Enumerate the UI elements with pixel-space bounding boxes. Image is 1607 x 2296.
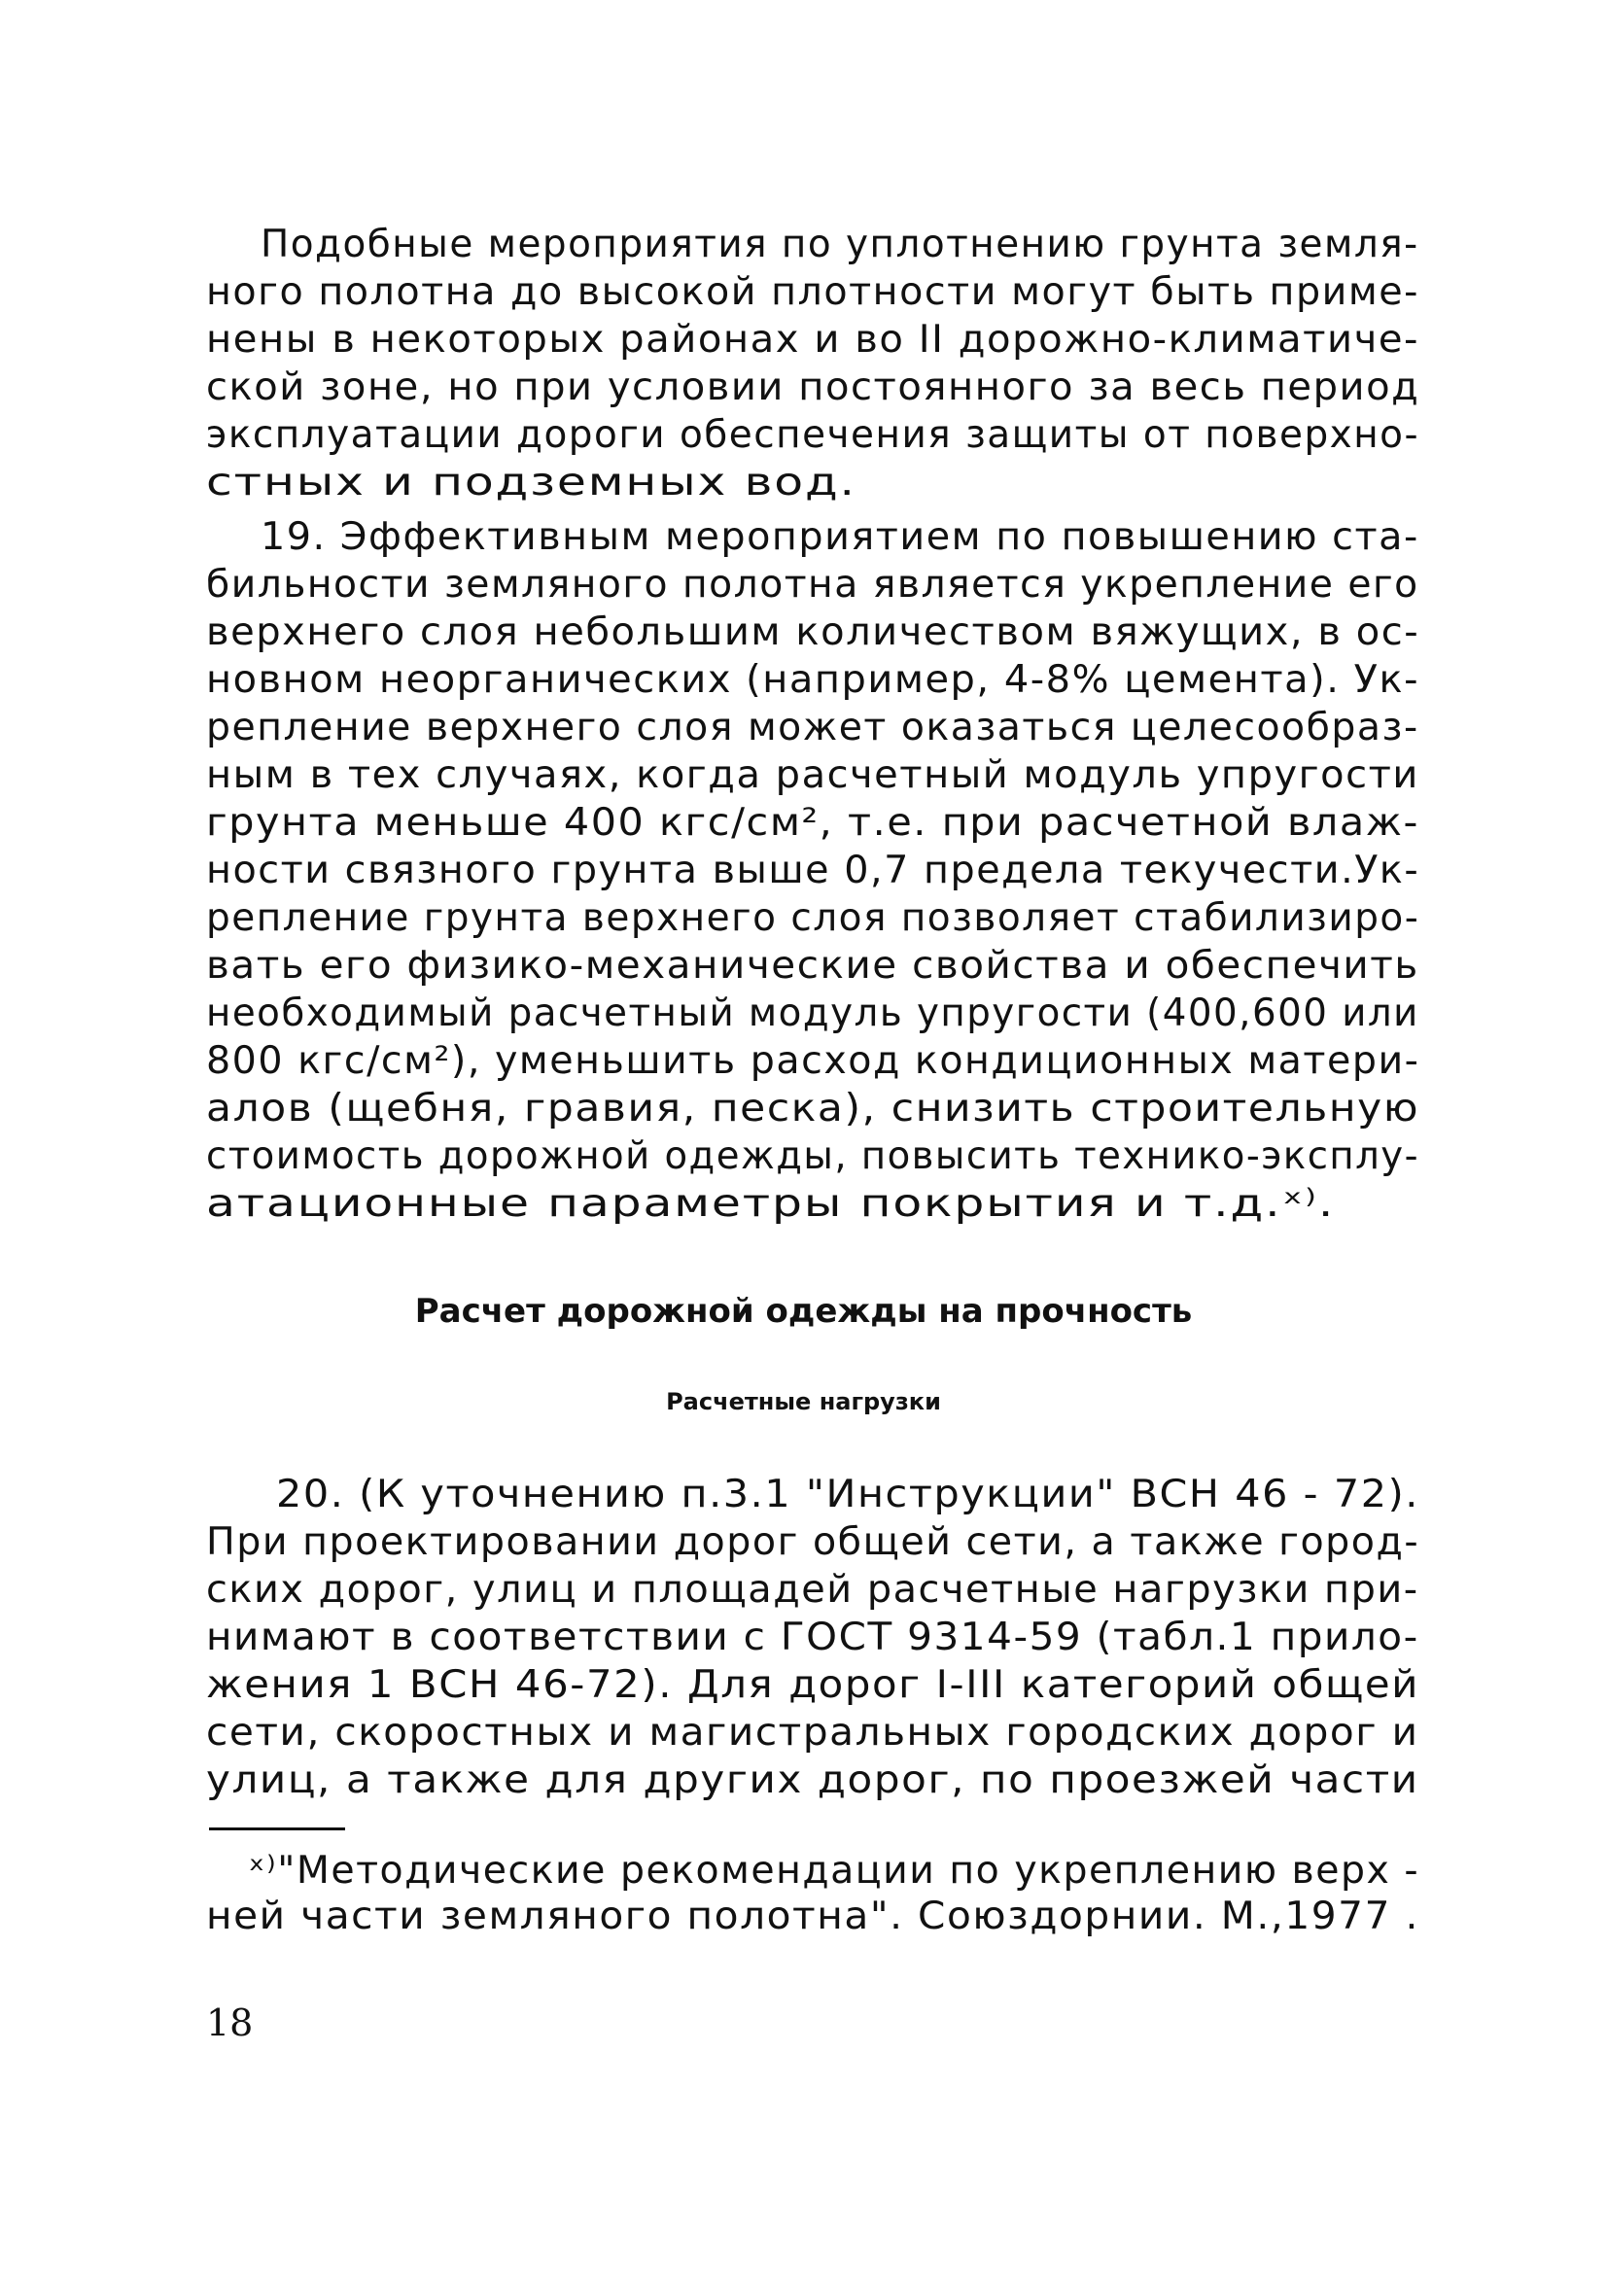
text-line: стоимость дорожной одежды, повысить технико-эксплу- — [206, 1134, 1420, 1178]
footnote-divider — [209, 1827, 345, 1830]
text-line: новном неорганических (например, 4-8% цемента). Ук- — [206, 658, 1420, 702]
text-line: репление грунта верхнего слоя позволяет стабилизиро- — [206, 896, 1420, 940]
text-line: ности связного грунта выше 0,7 предела текучести.Ук- — [206, 849, 1420, 892]
text-line: бильности земляного полотна является укрепление его — [206, 563, 1419, 607]
page-number: 18 — [206, 2001, 254, 2044]
text-line: алов (щебня, гравия, песка), снизить строительную — [206, 1087, 1420, 1131]
text-line: ного полотна до высокой плотности могут быть приме- — [206, 270, 1420, 314]
section-heading: Расчет дорожной одежды на прочность — [414, 1292, 1193, 1331]
text-line: атационные параметры покрытия и т.д.ˣ⁾. — [206, 1182, 1336, 1226]
text-line: стных и подземных вод. — [206, 461, 856, 504]
text-line: вать его физико-механические свойства и обеспечить — [206, 944, 1419, 988]
text-line: сети, скоростных и магистральных городских дорог и — [206, 1711, 1419, 1755]
text-line: жения 1 ВСН 46-72). Для дорог I-III категорий общей — [206, 1663, 1419, 1707]
text-line: ских дорог, улиц и площадей расчетные нагрузки при- — [206, 1568, 1419, 1612]
text-line: ным в тех случаях, когда расчетный модуль упругости — [206, 753, 1419, 797]
text-line: 19. Эффективным мероприятием по повышению ста- — [261, 515, 1419, 559]
footnote-line: ней части земляного полотна". Союздорнии. М.,1977 . — [206, 1895, 1419, 1938]
text-line: грунта меньше 400 кгс/см², т.е. при расчетной влаж- — [206, 801, 1419, 845]
text-line: Подобные мероприятия по уплотнению грунта земля- — [261, 223, 1419, 266]
text-line: При проектировании дорог общей сети, а также город- — [206, 1520, 1420, 1564]
text-line: нены в некоторых районах и во II дорожно-климатиче- — [206, 318, 1420, 362]
text-line: репление верхнего слоя может оказаться целесообраз- — [206, 706, 1419, 749]
text-line: необходимый расчетный модуль упругости (400,600 или — [206, 991, 1419, 1035]
text-line: эксплуатации дороги обеспечения защиты от поверхно- — [206, 413, 1420, 457]
text-line: нимают в соответствии с ГОСТ 9314-59 (табл.1 прило- — [206, 1616, 1419, 1659]
text-line: улиц, а также для других дорог, по проезжей части — [206, 1758, 1419, 1802]
footnote-line: ˣ⁾"Методические рекомендации по укреплению верх - — [248, 1849, 1420, 1893]
text-line: 800 кгс/см²), уменьшить расход кондиционных матери- — [206, 1039, 1420, 1083]
text-line: ской зоне, но при условии постоянного за весь период — [206, 365, 1420, 409]
text-line: 20. (К уточнению п.3.1 "Инструкции" ВСН 46 - 72). — [276, 1473, 1419, 1516]
section-subheading: Расчетные нагрузки — [666, 1388, 941, 1415]
text-line: верхнего слоя небольшим количеством вяжущих, в ос- — [206, 610, 1420, 654]
